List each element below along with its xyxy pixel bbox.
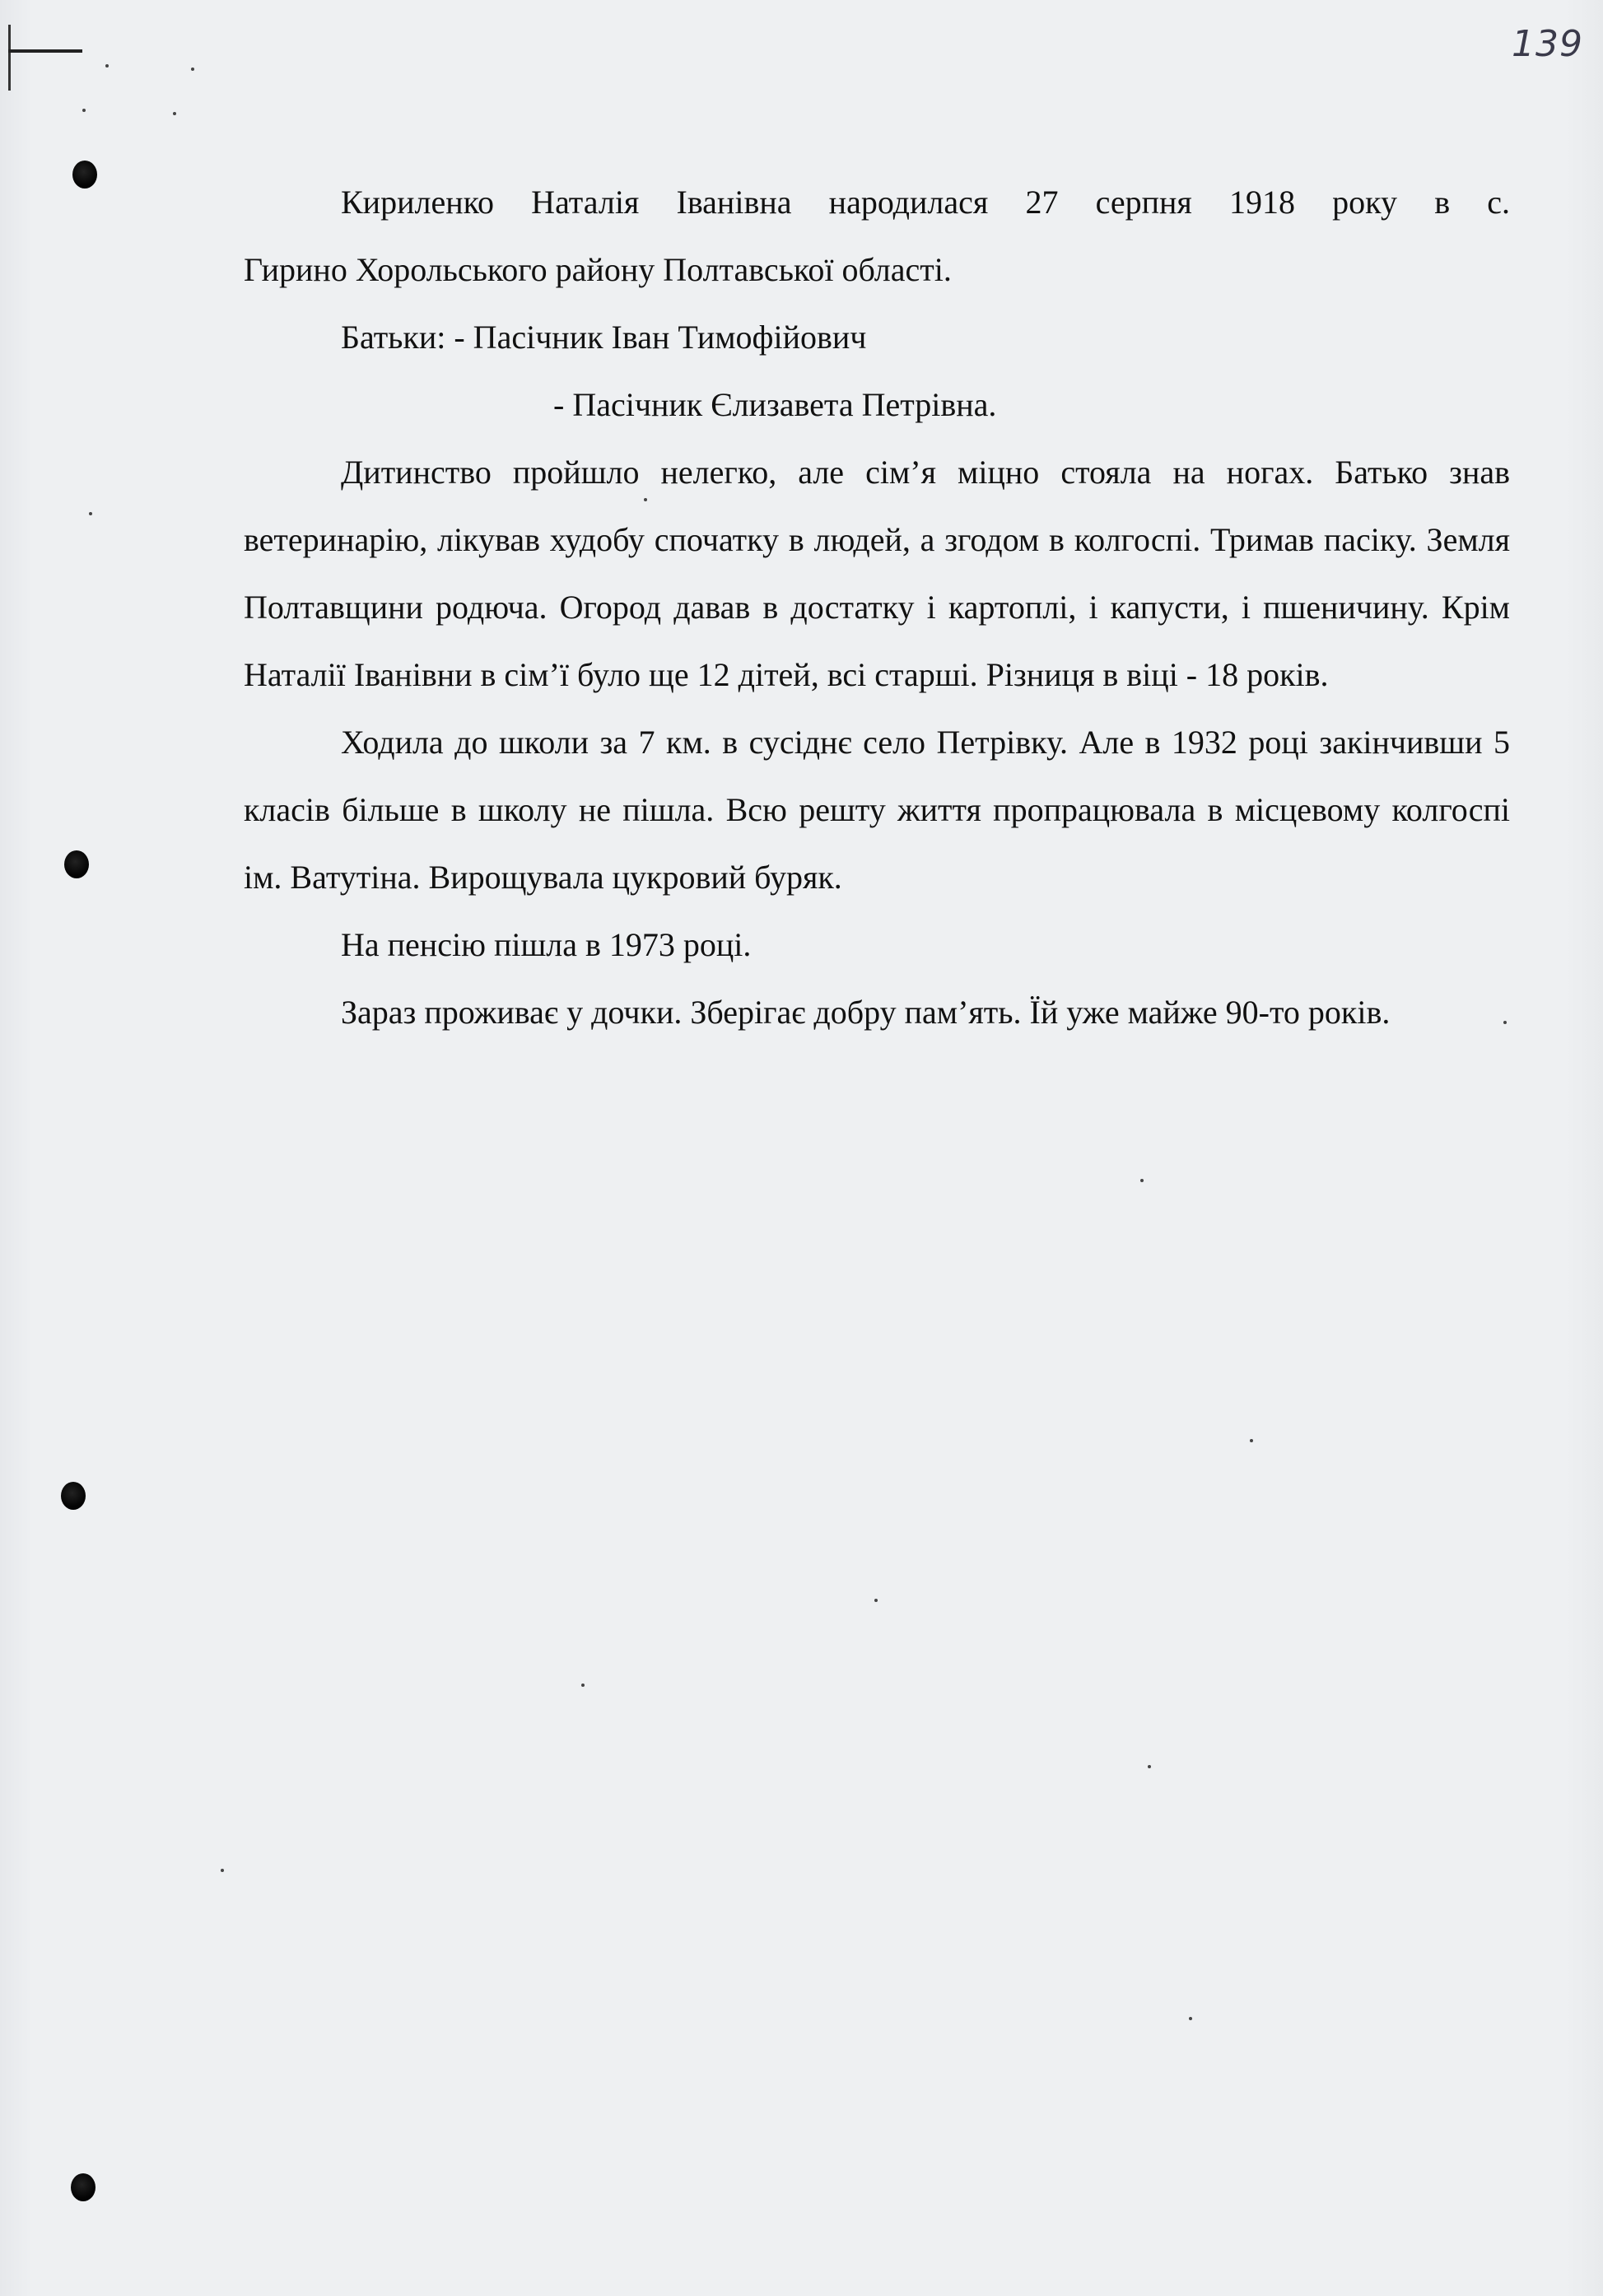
scan-speck	[581, 1684, 585, 1687]
scan-speck	[1148, 1765, 1151, 1768]
paragraph-childhood: Дитинство пройшло нелегко, але сім’я міцно стояла на ногах. Батько знав ветеринарію, лікував худобу спочатку в людей, а згодом в колгоспі. Тримав пасіку. Земля Полтавщини родюча. Огород давав в достатку і картоплі, і капусти, і пшеничину. Крім Наталії Іванівни в сім’ї було ще 12 дітей, всі старші. Різниця в віці - 18 років.	[244, 454, 1510, 693]
scan-speck	[105, 64, 109, 68]
paragraph-pension: На пенсію пішла в 1973 році.	[341, 926, 752, 963]
corner-mark-horizontal	[8, 49, 82, 53]
paragraph-intro-line1: Кириленко Наталія Іванівна народилася 27 серпня 1918 року в с.	[341, 184, 1510, 221]
scan-speck	[874, 1599, 878, 1602]
corner-mark-vertical	[8, 25, 11, 91]
paragraph-present: Зараз проживає у дочки. Зберігає добру пам’ять. Їй уже майже 90-то років.	[341, 994, 1391, 1031]
punch-hole-icon	[72, 161, 97, 189]
scan-speck	[191, 68, 194, 71]
paragraph-school-work: Ходила до школи за 7 км. в сусіднє село Петрівку. Але в 1932 році закінчивши 5 класів більше в школу не пішла. Всю решту життя пропрацювала в місцевому колгоспі ім. Ватутіна. Вирощувала цукровий буряк.	[244, 724, 1510, 896]
scan-speck	[221, 1869, 224, 1872]
parents-line-father: Батьки: - Пасічник Іван Тимофійович	[341, 319, 867, 356]
punch-hole-icon	[61, 1482, 86, 1510]
scan-speck	[1189, 2017, 1192, 2020]
paragraph-intro-line2: Гирино Хорольського району Полтавської області.	[244, 251, 952, 288]
scan-speck	[1140, 1179, 1144, 1182]
scan-speck	[173, 112, 176, 115]
punch-hole-icon	[71, 2173, 96, 2201]
parents-line-mother: - Пасічник Єлизавета Петрівна.	[553, 386, 997, 423]
punch-hole-icon	[64, 850, 89, 878]
scan-speck	[89, 512, 92, 515]
scan-speck	[82, 109, 86, 112]
page-number: 139	[1512, 23, 1583, 65]
scan-speck	[1250, 1439, 1253, 1442]
document-body	[244, 169, 1510, 1046]
